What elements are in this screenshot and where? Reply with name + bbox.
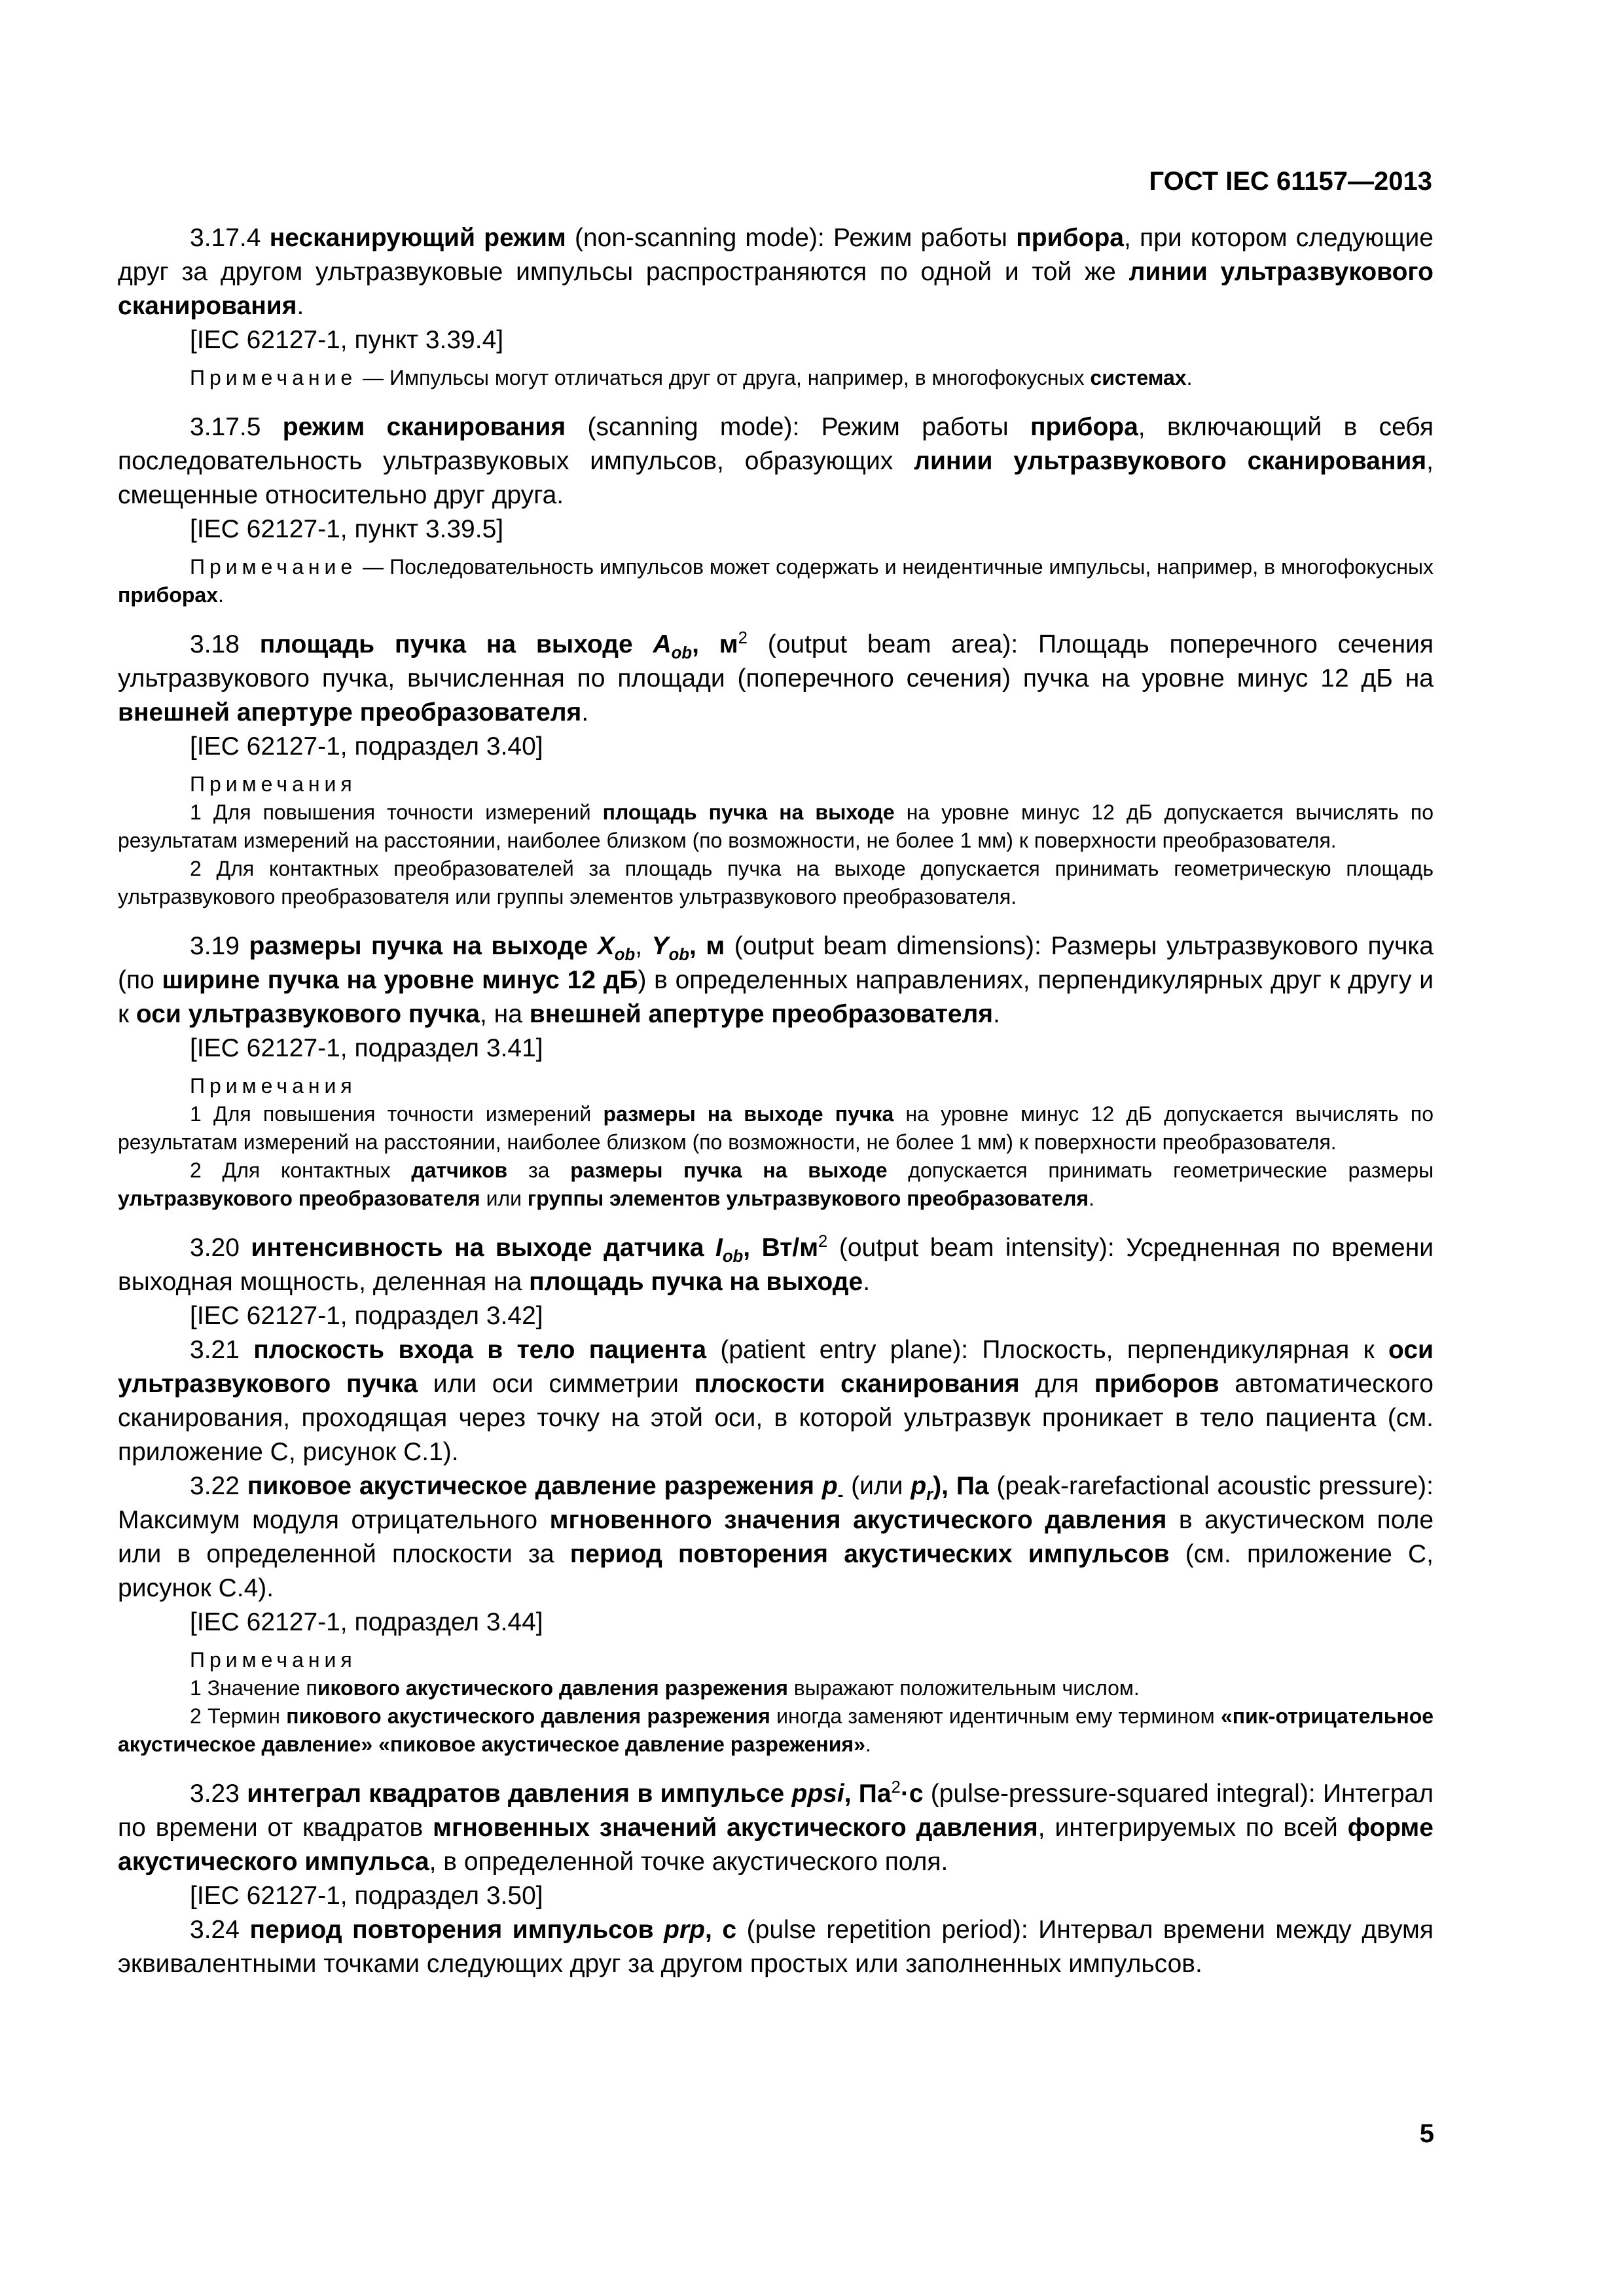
clause-3-22-note-1: 1 Значение пикового акустического давления разрежения выражают положительным числом. [190,1676,1140,1700]
clause-3-24: 3.24 период повторения импульсов prp, с (pulse repetition period): Интервал времени между двумя эквивалентными точками следующих друг за другом простых или заполненных импульсов. [118,1916,1434,1978]
clause-3-17-5-reference: [IEC 62127-1, пункт 3.39.5] [190,515,504,543]
clause-3-17-5-note: Примечание — Последовательность импульсов может содержать и неидентичные импульсы, например, в многофокусных приборах. [118,555,1434,607]
clause-3-20: 3.20 интенсивность на выходе датчика $I_{ob}$, $Вт/м^2$ (output beam intensity): Усредненная по времени выходная мощность, деленная на площадь пучка на выходе. [118,1232,1434,1296]
clause-3-19-note-2: 2 Для контактных датчиков за размеры пучка на выходе допускается принимать геометрические размеры ультразвукового преобразователя или группы элементов ультразвукового преобразователя. [118,1158,1434,1210]
clause-3-20-reference: [IEC 62127-1, подраздел 3.42] [190,1302,543,1330]
clause-3-17-4: 3.17.4 несканирующий режим (non-scanning mode): Режим работы прибора, при котором следующие друг за другом ультразвуковые импульсы распространяются по одной и той же линии ультразвукового сканирования. [118,224,1434,320]
clause-3-17-5: 3.17.5 режим сканирования (scanning mode): Режим работы прибора, включающий в себя последовательность ультразвуковых импульсов, образующих линии ультразвукового сканирования, смещенные относительно друг друга. [118,413,1434,509]
clause-3-18-reference: [IEC 62127-1, подраздел 3.40] [190,732,543,761]
clause-3-18-note-1: 1 Для повышения точности измерений площадь пучка на выходе на уровне минус 12 дБ допускается вычислять по результатам измерений на расстоянии, наиболее близком (по возможности, не более 1 мм) к поверхности преобразователя. [118,800,1434,852]
clause-3-19-reference: [IEC 62127-1, подраздел 3.41] [190,1034,543,1062]
clause-3-23-reference: [IEC 62127-1, подраздел 3.50] [190,1882,543,1910]
clause-3-19: 3.19 размеры пучка на выходе $X_{ob}$, $Y_{ob}$, м (output beam dimensions): Размеры ультразвукового пучка (по ширине пучка на уровне минус 12 дБ) в определенных направлениях, перпендикулярных друг к другу и к оси ультразвукового пучка, на внешней апертуре преобразователя. [118,932,1434,1028]
document-header: ГОСТ IEC 61157—2013 [1149,167,1432,196]
clause-3-22-note-2: 2 Термин пикового акустического давления разрежения иногда заменяют идентичным ему термином «пик-отрицательное акустическое давление» «пиковое акустическое давление разрежения». [118,1704,1434,1756]
clause-3-22-notes-heading: Примечания [190,1648,357,1672]
clause-3-21: 3.21 плоскость входа в тело пациента (patient entry plane): Плоскость, перпендикулярная к оси ультразвукового пучка или оси симметрии плоскости сканирования для приборов автоматического сканирования, проходящая через точку на этой оси, в которой ультразвук проникает в тело пациента (см. приложение С, рисунок С.1). [118,1336,1434,1466]
clause-3-19-note-1: 1 Для повышения точности измерений размеры на выходе пучка на уровне минус 12 дБ допускается вычислять по результатам измерений на расстоянии, наиболее близком (по возможности, не более 1 мм) к поверхности преобразователя. [118,1102,1434,1154]
clause-3-22-reference: [IEC 62127-1, подраздел 3.44] [190,1608,543,1636]
clause-3-23: 3.23 интеграл квадратов давления в импульсе ppsi, $Па^2\cdot с$ (pulse-pressure-squared integral): Интеграл по времени от квадратов мгновенных значений акустического давления, интегрируемых по всей форме акустического импульса, в определенной точке акустического поля. [118,1778,1434,1876]
clause-3-19-notes-heading: Примечания [190,1074,357,1098]
clause-3-18: 3.18 площадь пучка на выходе $A_{ob}$, $м^2$ (output beam area): Площадь поперечного сечения ультразвукового пучка, вычисленная по площади (поперечного сечения) пучка на уровне минус 12 дБ на внешней апертуре преобразователя. [118,629,1434,726]
page-number: 5 [1419,2119,1434,2148]
clause-3-18-note-2: 2 Для контактных преобразователей за площадь пучка на выходе допускается принимать геометрическую площадь ультразвукового преобразователя или группы элементов ультразвукового преобразователя. [118,857,1434,908]
clause-3-17-4-reference: [IEC 62127-1, пункт 3.39.4] [190,326,504,354]
clause-3-22: 3.22 пиковое акустическое давление разрежения $p_-$ (или $p_r$), Па (peak-rarefactional acoustic pressure): Максимум модуля отрицательного мгновенного значения акустического давления в акустическом поле или в определенной плоскости за период повторения акустических импульсов (см. приложение С, рисунок С.4). [118,1472,1434,1602]
page-content [118,221,1434,1981]
clause-3-17-4-note: Примечание — Импульсы могут отличаться друг от друга, например, в многофокусных системах. [190,366,1193,389]
clause-3-18-notes-heading: Примечания [190,772,357,796]
